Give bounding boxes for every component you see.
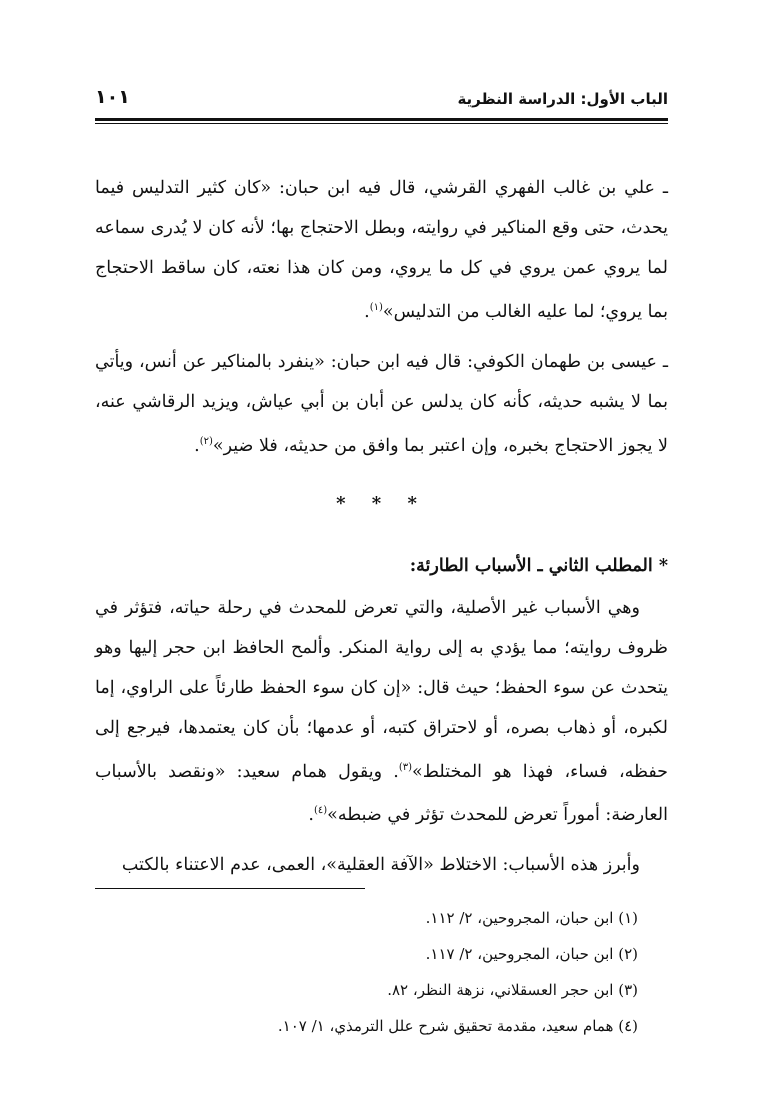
footnote-3: (٣) ابن حجر العسقلاني، نزهة النظر، ٨٢. (387, 981, 638, 999)
paragraph-text: ـ عيسى بن طهمان الكوفي: قال فيه ابن حبان: «ينفرد بالمناكير عن أنس، ويأتي بما لا يشبه حديثه، كأنه كان يدلس عن أبان بن أبي عياش، ويزيد الرقاشي عنه، لا يجوز الاحتجاج بخبره، وإن اعتبر بما وافق من حديثه، فلا ضير» (95, 351, 668, 456)
paragraph-text: وهي الأسباب غير الأصلية، والتي تعرض للمحدث في رحلة حياته، فتؤثر في ظروف روايته؛ مما يؤدي به إلى رواية المنكر. وألمح الحافظ ابن حجر إليها وهو يتحدث عن سوء الحفظ؛ حيث قال: «إن كان سوء الحفظ طارئاً على الراوي، إما لكبره، أو ذهاب بصره، أو لاحتراق كتبه، أو عدمها؛ بأن كان يعتمدها، فيرجع إلى حفظه، فساء، فهذا هو المختلط» (95, 597, 668, 782)
footnotes (95, 900, 638, 1044)
period: . (364, 301, 370, 322)
main-text (95, 168, 668, 895)
footnote-2: (٢) ابن حبان، المجروحين، ٢/ ١١٧. (425, 945, 638, 963)
footnote-1: (١) ابن حبان، المجروحين، ٢/ ١١٢. (425, 909, 638, 927)
page-number: ١٠١ (95, 86, 130, 108)
running-header (95, 86, 668, 116)
paragraph-narrator-isa (95, 342, 668, 466)
footnote-rule (95, 888, 365, 889)
footnote-ref: (٢) (199, 435, 213, 447)
paragraph-main-causes (95, 845, 668, 885)
footnote-ref: (١) (369, 302, 383, 313)
paragraph-text: . ويقول همام سعيد: «ونقصد بالأسباب العارضة: أموراً تعرض للمحدث تؤثر في ضبطه» (95, 761, 668, 826)
paragraph-narrator-ali (95, 168, 668, 332)
paragraph-incidental-causes (95, 588, 668, 836)
chapter-title: الباب الأول: الدراسة النظرية (457, 90, 668, 108)
footnote-ref: (٤) (313, 805, 328, 817)
header-rule-thick (95, 118, 668, 121)
footnote-4: (٤) همام سعيد، مقدمة تحقيق شرح علل الترمذي، ١/ ١٠٧. (277, 1017, 638, 1035)
paragraph-text: ـ علي بن غالب الفهري القرشي، قال فيه ابن حبان: «كان كثير التدليس فيما يحدث، حتى وقع المناكير في روايته، وبطل الاحتجاج بها؛ لأنه كان لا يُدرى سماعه لما يروي عمن يروي في كل ما يروي، ومن كان هذا نعته، كان ساقط الاحتجاج بما يروي؛ لما عليه الغالب من التدليس» (95, 178, 668, 322)
section-heading: * المطلب الثاني ـ الأسباب الطارئة: (409, 555, 668, 576)
section-separator: * * * (336, 492, 427, 514)
period: . (194, 435, 200, 456)
header-rule-thin (95, 123, 668, 124)
period: . (308, 805, 314, 826)
paragraph-text: وأبرز هذه الأسباب: الاختلاط «الآفة العقلية»، العمى، عدم الاعتناء بالكتب (121, 855, 640, 876)
footnote-ref: (٣) (398, 761, 413, 773)
